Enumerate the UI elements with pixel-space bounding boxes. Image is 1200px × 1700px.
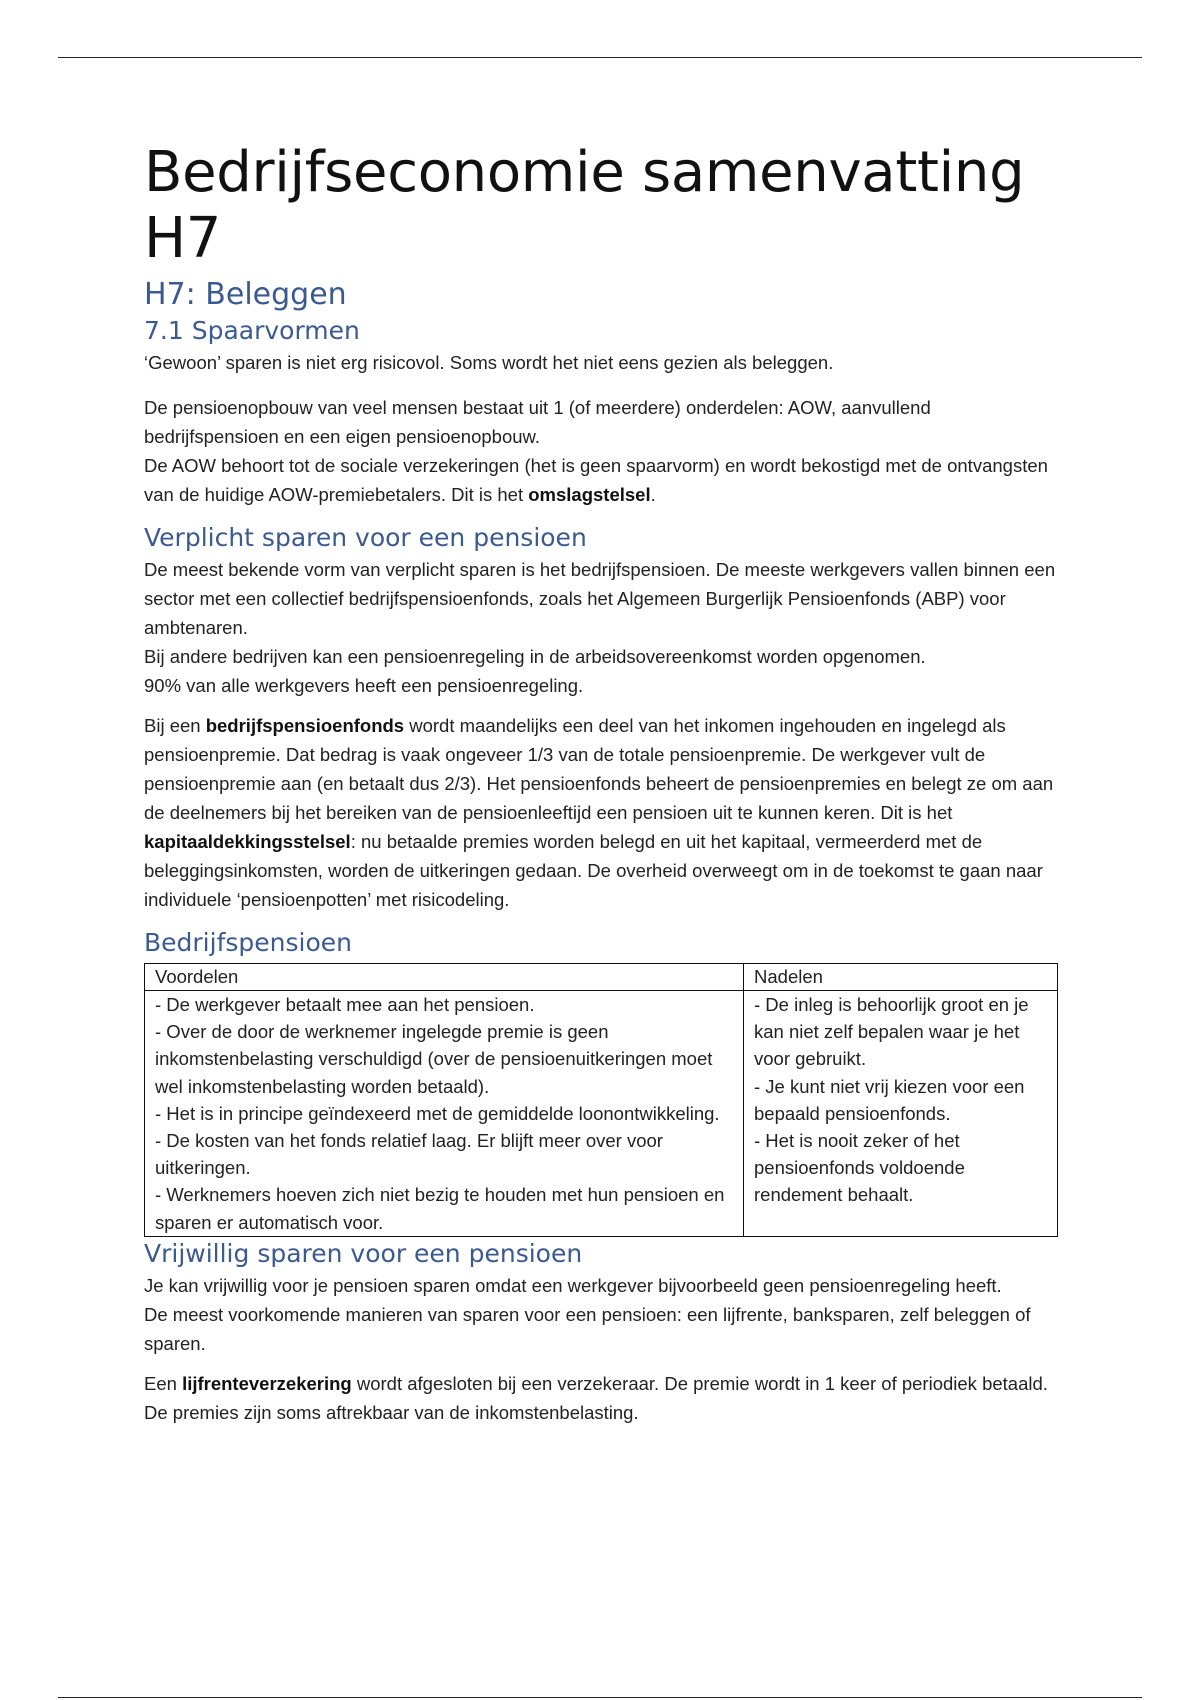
footer-rule — [58, 1697, 1142, 1698]
intro-paragraph: ‘Gewoon’ sparen is niet erg risicovol. Soms wordt het niet eens gezien als beleggen. — [144, 352, 834, 373]
mandatory-heading: Verplicht sparen voor een pensioen — [144, 523, 587, 552]
mandatory-paragraph-2: Bij andere bedrijven kan een pensioenregeling in de arbeidsovereenkomst worden opgenomen. — [144, 646, 926, 667]
term-lijfrenteverzekering: lijfrenteverzekering — [182, 1372, 352, 1394]
list-item: - Het is in principe geïndexeerd met de gemiddelde loonontwikkeling. — [155, 1102, 720, 1124]
list-item: - De kosten van het fonds relatief laag. Er blijft meer over voor uitkeringen. — [155, 1130, 663, 1179]
voluntary-heading: Vrijwillig sparen voor een pensioen — [144, 1238, 583, 1268]
section-heading: 7.1 Spaarvormen — [144, 316, 360, 345]
term-bedrijfspensioenfonds: bedrijfspensioenfonds — [205, 715, 405, 736]
voluntary-paragraph-1: Je kan vrijwillig voor je pensioen sparen omdat een werkgever bijvoorbeeld geen pensioenregeling heeft. — [144, 1274, 1002, 1296]
term-omslagstelsel: omslagstelsel — [528, 484, 651, 505]
cons-cell — [744, 991, 1058, 1237]
voluntary-paragraph-2: De meest voorkomende manieren van sparen voor een pensioen: een lijfrente, banksparen, zelf beleggen of sparen. — [144, 1303, 1031, 1354]
pension-fund-paragraph: Bij een bedrijfspensioenfonds wordt maandelijks een deel van het inkomen ingehouden en ingelegd als pensioenpremie. Dat bedrag is vaak ongeveer 1/3 van de totale pensioenpremie. De werkgever vult de pensioenpremie aan (en betaalt dus 2/3). Het pensioenfonds beheert de pensioenpremies en belegt ze om aan de deelnemers bij het bereiken van de pensioenleeftijd een pensioen uit te kunnen keren. Dit is het kapitaaldekkingsstelsel: nu betaalde premies worden belegd en uit het kapitaal, vermeerderd met de beleggingsinkomsten, worden de uitkeringen gedaan. De overheid overweegt om in de toekomst te gaan naar individuele ‘pensioenpotten’ met risicodeling. — [144, 715, 1054, 910]
table-row — [145, 991, 1058, 1237]
annuity-paragraph: Een lijfrenteverzekering wordt afgesloten bij een verzekeraar. De premie wordt in 1 keer of periodiek betaald. De premies zijn soms aftrekbaar van de inkomstenbelasting. — [144, 1372, 1048, 1423]
list-item: - De werkgever betaalt mee aan het pensioen. — [155, 994, 535, 1015]
table-header-row — [145, 964, 1058, 991]
list-item: - Werknemers hoeven zich niet bezig te houden met hun pensioen en sparen er automatisch voor. — [155, 1184, 725, 1233]
term-kapitaaldekkingsstelsel: kapitaaldekkingsstelsel — [144, 831, 351, 852]
list-item: - De inleg is behoorlijk groot en je kan niet zelf bepalen waar je het voor gebruikt. — [754, 994, 1029, 1070]
pros-cons-table — [144, 963, 1058, 1237]
list-item: - Het is nooit zeker of het pensioenfonds voldoende rendement behaalt. — [754, 1130, 965, 1206]
mandatory-paragraph-3: 90% van alle werkgevers heeft een pensioenregeling. — [144, 675, 584, 696]
document-body — [144, 140, 1064, 1427]
pension-build-paragraph: De pensioenopbouw van veel mensen bestaat uit 1 (of meerdere) onderdelen: AOW, aanvullend bedrijfspensioen en een eigen pensioenopbouw. — [144, 397, 931, 447]
company-pension-heading: Bedrijfspensioen — [144, 928, 352, 957]
list-item: - Je kunt niet vrij kiezen voor een bepaald pensioenfonds. — [754, 1075, 1025, 1124]
pros-cell — [145, 991, 744, 1237]
pros-column-header: Voordelen — [145, 964, 744, 991]
chapter-heading: H7: Beleggen — [144, 277, 347, 312]
aow-paragraph: De AOW behoort tot de sociale verzekeringen (het is geen spaarvorm) en wordt bekostigd met de ontvangsten van de huidige AOW-premiebetalers. Dit is het omslagstelsel. — [144, 455, 1048, 505]
document-title: Bedrijfseconomie samenvatting H7 — [144, 140, 1025, 271]
list-item: - Over de door de werknemer ingelegde premie is geen inkomstenbelasting verschuldigd (over de pensioenuitkeringen moet wel inkomstenbelasting worden betaald). — [155, 1021, 713, 1097]
mandatory-paragraph-1: De meest bekende vorm van verplicht sparen is het bedrijfspensioen. De meeste werkgevers vallen binnen een sector met een collectief bedrijfspensioenfonds, zoals het Algemeen Burgerlijk Pensioenfonds (ABP) voor ambtenaren. — [144, 559, 1056, 638]
cons-column-header: Nadelen — [744, 964, 1058, 991]
header-rule — [58, 57, 1142, 58]
